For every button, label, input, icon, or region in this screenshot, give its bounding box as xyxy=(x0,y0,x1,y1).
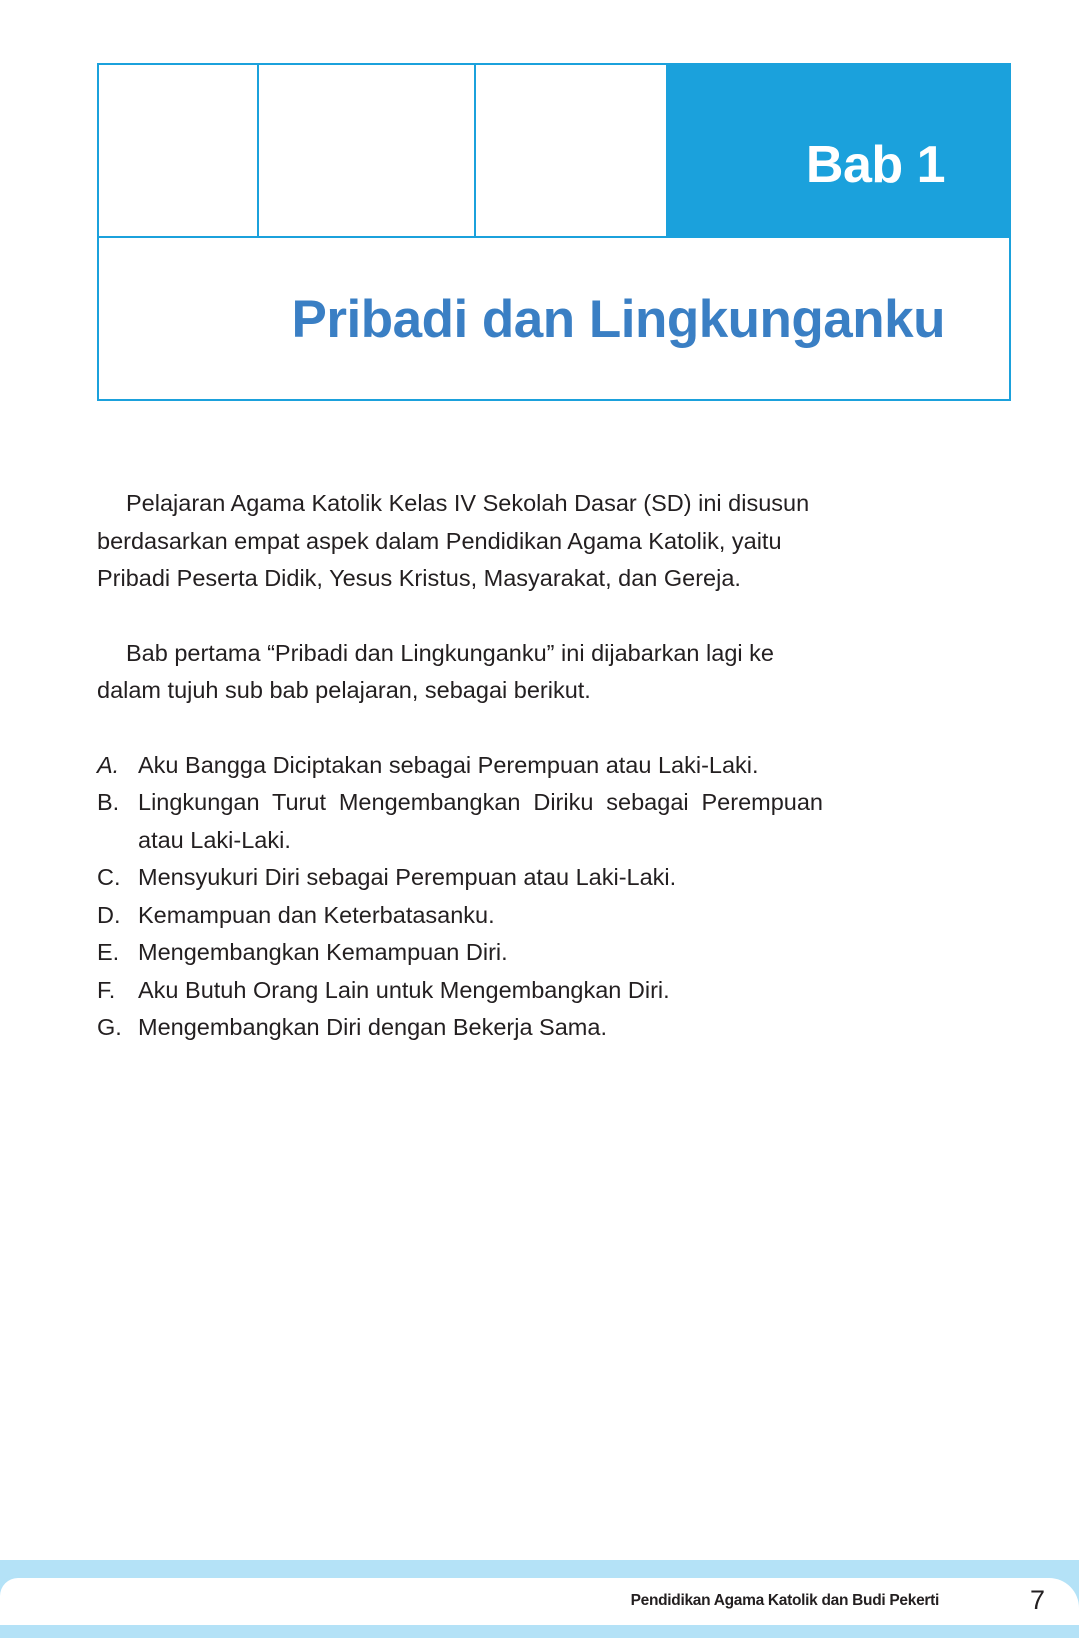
footer-bottom-band xyxy=(0,1625,1079,1638)
chapter-header-top-row xyxy=(99,65,1009,238)
list-item-letter: G. xyxy=(97,1014,122,1040)
list-item xyxy=(97,897,823,935)
list-item-letter: C. xyxy=(97,864,121,890)
list-item-text: Aku Butuh Orang Lain untuk Mengembangkan Diri. xyxy=(138,976,670,1003)
footer-book-title: Pendidikan Agama Katolik dan Budi Pekerti xyxy=(630,1592,939,1609)
header-decor-cell xyxy=(259,65,476,236)
chapter-header xyxy=(97,63,1011,401)
list-item-letter: E. xyxy=(97,939,120,965)
list-item-letter: B. xyxy=(97,789,120,815)
header-decor-cell xyxy=(99,65,259,236)
list-item-text: Mengembangkan Kemampuan Diri. xyxy=(138,939,508,965)
list-item-letter: D. xyxy=(97,901,121,928)
chapter-intro xyxy=(97,485,823,1047)
list-item xyxy=(97,972,823,1010)
intro-paragraph: Pelajaran Agama Katolik Kelas IV Sekolah Dasar (SD) ini disusun berdasarkan empat aspek dalam Pendidikan Agama Katolik, yaitu Pribadi Peserta Didik, Yesus Kristus, Masyarakat, dan Gereja. xyxy=(97,490,810,591)
intro-paragraph: Bab pertama “Pribadi dan Lingkunganku” ini dijabarkan lagi ke dalam tujuh sub bab pelajaran, sebagai berikut. xyxy=(97,639,774,703)
list-item-text: Kemampuan dan Keterbatasanku. xyxy=(138,901,495,928)
list-item-text: Aku Bangga Diciptakan sebagai Perempuan atau Laki-Laki. xyxy=(138,751,759,778)
list-item-text: Mengembangkan Diri dengan Bekerja Sama. xyxy=(138,1014,607,1040)
list-item xyxy=(97,934,823,972)
list-item-letter: A. xyxy=(97,751,120,778)
list-item xyxy=(97,747,823,785)
subchapter-list xyxy=(97,747,823,1047)
header-decor-cell xyxy=(476,65,666,236)
list-item-text: Mensyukuri Diri sebagai Perempuan atau Laki-Laki. xyxy=(138,864,677,890)
list-item xyxy=(97,859,823,897)
chapter-label-block xyxy=(666,65,1009,236)
list-item-letter: F. xyxy=(97,976,116,1003)
list-item xyxy=(97,784,823,859)
chapter-label: Bab 1 xyxy=(805,136,945,194)
list-item xyxy=(97,1009,823,1047)
list-item-text: Lingkungan Turut Mengembangkan Diriku sebagai Perempuan atau Laki-Laki. xyxy=(138,789,823,853)
page-number: 7 xyxy=(1029,1585,1045,1615)
chapter-title: Pribadi dan Lingkunganku xyxy=(291,290,945,349)
